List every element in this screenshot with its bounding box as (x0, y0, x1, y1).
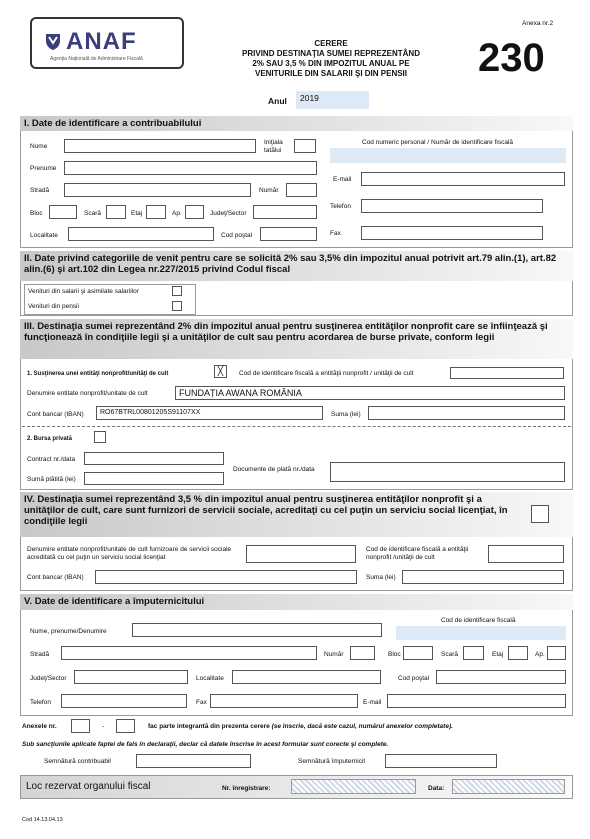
numar-imputernicit-label: Număr (324, 651, 344, 658)
cod-postal-imputernicit-field[interactable] (436, 670, 566, 684)
divider (22, 426, 571, 427)
anexa-from-field[interactable] (71, 719, 90, 733)
judet-label: Judeţ/Sector (210, 210, 247, 217)
strada-imputernicit-label: Stradă (30, 651, 50, 658)
sustinere-label: 1. Susţinerea unei entităţi nonprofit/unităţi de cult (27, 371, 169, 377)
cont-bancar-sociale-label: Cont bancar (IBAN) (27, 574, 84, 581)
suma-label: Suma (lei) (331, 411, 361, 418)
strada-field[interactable] (64, 183, 251, 197)
nume-imputernicit-label: Nume, prenume/Denumire (30, 628, 107, 635)
denumire-entitate-label: Denumire entitate nonprofit/unitate de cult (27, 390, 148, 397)
denumire-sociale-field[interactable] (246, 545, 356, 563)
section-2-title: II. Date privind categoriile de venit pentru care se solicită 2% sau 3,5% din impozitul anual potrivit art.79 alin.(1), art.82 alin.(6) şi art.102 din Legea nr.227/2015 privind Codul fiscal (20, 251, 573, 281)
semnatura-contribuabil-field[interactable] (136, 754, 251, 768)
denumire-entitate-field[interactable]: FUNDAȚIA AWANA ROMÂNIA (175, 386, 565, 400)
suma-platita-field[interactable] (84, 472, 224, 485)
anexa-dash: - (102, 723, 105, 730)
cont-bancar-sociale-field[interactable] (95, 570, 357, 584)
semnatura-imputernicit-field[interactable] (385, 754, 497, 768)
fax-imputernicit-field[interactable] (210, 694, 358, 708)
scara-imputernicit-label: Scară (441, 651, 458, 658)
year-label: Anul (268, 96, 287, 106)
documente-label: Documente de plată nr./data (233, 466, 315, 473)
logo-text: ANAF (66, 28, 137, 55)
section-4-checkbox[interactable] (531, 505, 549, 523)
fax-field[interactable] (361, 226, 543, 240)
title-line: 2% SAU 3,5 % DIN IMPOZITUL ANUAL PE (252, 59, 410, 68)
suma-sociale-label: Suma (lei) (366, 574, 396, 581)
localitate-imputernicit-label: Localitate (196, 675, 224, 682)
telefon-imputernicit-label: Telefon (30, 699, 51, 706)
salarii-checkbox[interactable] (172, 286, 182, 296)
bloc-field[interactable] (49, 205, 77, 219)
judet-imputernicit-field[interactable] (74, 670, 188, 684)
cnp-label: Cod numeric personal / Număr de identificare fiscală (362, 139, 514, 146)
cif-imputernicit-label: Cod de identificare fiscală (441, 617, 516, 624)
anexa-to-field[interactable] (116, 719, 135, 733)
nr-inregistrare-field[interactable] (291, 779, 416, 794)
cod-postal-label: Cod poştal (221, 232, 253, 239)
bloc-imputernicit-label: Bloc (388, 651, 401, 658)
prenume-label: Prenume (30, 165, 57, 172)
cif-sociale-label: Cod de identificare fiscală a entităţii nonprofit /unităţii de cult (366, 546, 469, 561)
cif-imputernicit-field[interactable] (396, 626, 566, 640)
localitate-imputernicit-field[interactable] (232, 670, 381, 684)
cif-entitate-label: Cod de identificare fiscală a entităţii nonprofit / unităţii de cult (239, 370, 414, 377)
scara-imputernicit-field[interactable] (463, 646, 484, 660)
ap-field[interactable] (185, 205, 204, 219)
email-label: E-mail (333, 176, 352, 183)
nume-label: Nume (30, 143, 48, 150)
etaj-label: Etaj (131, 210, 143, 217)
judet-imputernicit-label: Judeţ/Sector (30, 675, 67, 682)
logo-subtitle: Agenţia Naţională de Administrare Fiscală (50, 56, 143, 62)
numar-imputernicit-field[interactable] (350, 646, 375, 660)
numar-label: Număr (259, 187, 279, 194)
initiala-label: Iniţiala tatălui (264, 139, 283, 154)
cont-bancar-label: Cont bancar (IBAN) (27, 411, 84, 418)
contract-label: Contract nr./data (27, 456, 76, 463)
suma-sociale-field[interactable] (402, 570, 564, 584)
section-3-title: III. Destinaţia sumei reprezentând 2% din impozitul anual pentru susţinerea entităţilor nonprofit care se înfiinţează şi funcţionează în condiţiile legii şi a unităţilor de cult sau pentru acordarea de burse private, conform legii (20, 319, 573, 359)
cod-postal-field[interactable] (260, 227, 317, 241)
section-1-title: I. Date de identificare a contribuabilului (20, 116, 573, 131)
nume-imputernicit-field[interactable] (132, 623, 382, 637)
bloc-label: Bloc (30, 210, 43, 217)
email-field[interactable] (361, 172, 565, 186)
shield-icon (44, 33, 62, 51)
form-number: 230 (478, 36, 545, 80)
pensii-checkbox[interactable] (172, 301, 182, 311)
denumire-sociale-label: Denumire entitate nonprofit/unitate de cult furnizoare de servicii sociale acreditată cu cel puţin un serviciu social licenţiat (27, 546, 232, 561)
anexele-label: Anexele nr. (22, 723, 57, 730)
telefon-field[interactable] (361, 199, 543, 213)
title-line: VENITURILE DIN SALARII ŞI DIN PENSII (254, 69, 407, 78)
pensii-label: Venituri din pensii (28, 303, 79, 310)
nume-field[interactable] (64, 139, 256, 153)
declaratie-text: Sub sancţiunile aplicate faptei de fals în declaraţii, declar că datele înscrise în acest formular sunt corecte şi complete. (22, 741, 389, 748)
scara-label: Scară (84, 210, 101, 217)
prenume-field[interactable] (64, 161, 317, 175)
cod-postal-imputernicit-label: Cod poştal (398, 675, 430, 682)
fax-imputernicit-label: Fax (196, 699, 207, 706)
form-title (215, 39, 447, 79)
title-line: PRIVIND DESTINAŢIA SUMEI REPREZENTÂND (242, 49, 420, 58)
localitate-label: Localitate (30, 232, 58, 239)
data-label: Data: (428, 785, 445, 792)
annex-label: Anexa nr.2 (522, 20, 554, 27)
telefon-label: Telefon (330, 203, 351, 210)
title-line: CERERE (314, 39, 348, 48)
email-imputernicit-field[interactable] (387, 694, 566, 708)
parte-integranta (148, 723, 453, 731)
bloc-imputernicit-field[interactable] (403, 646, 433, 660)
numar-field[interactable] (286, 183, 317, 197)
suma-field[interactable] (368, 406, 565, 420)
etaj-field[interactable] (146, 205, 166, 219)
cif-entitate-field[interactable] (450, 367, 564, 379)
bursa-label: 2. Bursa privată (27, 436, 73, 442)
scara-field[interactable] (106, 205, 126, 219)
cont-bancar-field[interactable]: RO67BTRL00801205S91107XX (96, 406, 323, 420)
judet-field[interactable] (253, 205, 317, 219)
loc-rezervat-label: Loc rezervat organului fiscal (26, 781, 151, 792)
contract-field[interactable] (84, 452, 224, 465)
section-4-title: IV. Destinaţia sumei reprezentând 3,5 % din impozitul anual pentru susţinerea entităţilor nonprofit şi a unităţilor de cult, care sunt furnizori de servicii sociale, acreditaţi cu cel puţin un serviciu social licenţiat, în condiţiile legii (20, 492, 573, 537)
etaj-imputernicit-label: Etaj (492, 651, 504, 658)
parte-note: (se înscrie, dacă este cazul, numărul anexelor completate). (271, 723, 453, 730)
documente-field[interactable] (330, 462, 565, 482)
etaj-imputernicit-field[interactable] (508, 646, 528, 660)
ap-label: Ap. (172, 210, 182, 217)
telefon-imputernicit-field[interactable] (61, 694, 187, 708)
ap-imputernicit-field[interactable] (547, 646, 566, 660)
year-field[interactable]: 2019 (296, 91, 369, 109)
semnatura-contribuabil-label: Semnătură contribuabil (44, 758, 111, 765)
semnatura-imputernicit-label: Semnătură împuternicit (298, 758, 366, 765)
salarii-label: Venituri din salarii şi asimilate salariilor (28, 288, 139, 295)
data-field[interactable] (452, 779, 565, 794)
section-5-title: V. Date de identificare a împuternicitului (20, 594, 573, 610)
initiala-field[interactable] (294, 139, 316, 153)
cif-sociale-field[interactable] (488, 545, 564, 563)
cnp-field[interactable] (330, 148, 566, 163)
bursa-checkbox[interactable] (94, 431, 106, 443)
fax-label: Fax (330, 230, 341, 237)
strada-imputernicit-field[interactable] (61, 646, 317, 660)
localitate-field[interactable] (68, 227, 214, 241)
nr-inregistrare-label: Nr. înregistrare: (222, 785, 271, 792)
suma-platita-label: Sumă plătită (lei) (27, 476, 76, 483)
ap-imputernicit-label: Ap. (535, 651, 545, 658)
parte-text: fac parte integrantă din prezenta cerere (148, 723, 270, 730)
anaf-logo (30, 17, 184, 69)
form-code: Cod 14.13.04.13 (22, 817, 63, 823)
email-imputernicit-label: E-mail (363, 699, 382, 706)
sustinere-checkbox[interactable]: ╳ (214, 365, 227, 378)
strada-label: Stradă (30, 187, 50, 194)
